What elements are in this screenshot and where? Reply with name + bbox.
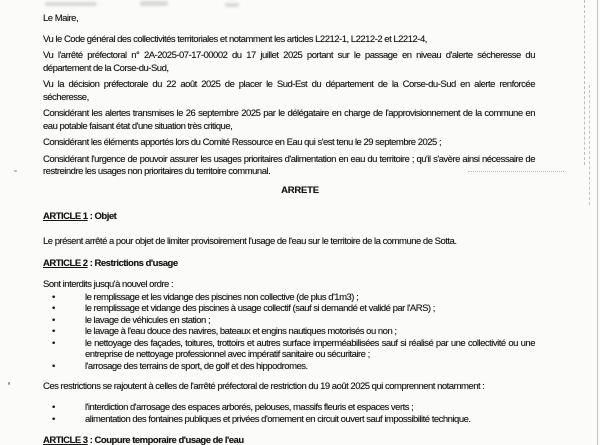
prohibition-item: • le remplissage et les vidange des piscines non collective (de plus d'1m3) ;: [43, 292, 535, 304]
article-2-intro: Sont interdits jusqu'à nouvel ordre :: [43, 279, 174, 290]
prohibition-item: • le lavage à l'eau douce des navires, bateaux et engins nautiques motorisés ou non ;: [43, 326, 535, 338]
article-1-heading: [43, 211, 535, 224]
recital-paragraph: Considérant les alertes transmises le 26 septembre 2025 par le délégataire en charge de l'approvisionnement de la commune en eau potable faisant état d'une situation très critique,: [43, 108, 535, 132]
document-body: [43, 13, 535, 445]
article-3-heading: [43, 435, 535, 445]
article-2-heading: [43, 258, 535, 271]
prohibition-item: • le lavage de véhicules en station ;: [43, 315, 535, 327]
scan-edge-artifact: [589, 85, 590, 205]
prohibition-item: • le nettoyage des façades, toitures, trottoirs et autres surface imperméabilisées sauf si réalisé par une collectivité ou une entreprise de nettoyage professionnel avec impératif sanitaire ou sécuritaire ;: [43, 338, 535, 361]
article-1-title: : Objet: [87, 211, 117, 222]
scan-speck: [14, 170, 17, 172]
prohibition-item: • le remplissage et vidange des piscines à usage collectif (sauf si demandé et validé par l'ARS) ;: [43, 303, 535, 315]
recital-paragraph: Vu la décision préfectorale du 22 août 2025 de placer le Sud-Est du département de la Corse-du-Sud en alerte renforcée sécheresse,: [43, 79, 535, 103]
article-3-label: ARTICLE 3: [43, 435, 88, 445]
article-2-label: ARTICLE 2: [43, 258, 88, 269]
prohibition-item: • l'arrosage des terrains de sport, de golf et des hippodromes.: [43, 361, 535, 373]
article-2-title: : Restrictions d'usage: [87, 258, 178, 269]
article-2-addendum: Ces restrictions se rajoutent à celles de l'arrêté préfectoral de restriction du 19 août 2025 qui comprennent notamment :: [43, 381, 485, 392]
scan-speck: [8, 382, 10, 385]
scan-smudge: [45, 2, 97, 6]
salutation: Le Maire,: [43, 13, 79, 24]
scan-smudge: [140, 1, 168, 6]
addendum-list: [43, 402, 535, 425]
scan-edge-artifact: [584, 0, 585, 165]
scan-edge-artifact: [597, 0, 598, 445]
prohibition-list: [43, 292, 535, 373]
recital-paragraph: Vu l'arrêté préfectoral n° 2A-2025-07-17-00002 du 17 juillet 2025 portant sur le passage en niveau d'alerte sécheresse du département de la Corse-du-Sud,: [43, 50, 535, 74]
decree-heading: ARRETE: [281, 184, 319, 196]
recital-paragraph: Vu le Code général des collectivités territoriales et notamment les articles L2212-1, L2212-2 et L2212-4,: [43, 33, 427, 45]
scan-smudge: [225, 3, 239, 7]
addendum-item: • l'interdiction d'arrosage des espaces arborés, pelouses, massifs fleuris et espaces verts ;: [43, 402, 535, 414]
recital-paragraph: Considérant l'urgence de pouvoir assurer les usages prioritaires d'alimentation en eau du territoire ; qu'il s'avère ainsi nécessaire de restreindre les usages non prioritaires du territoire communal.: [43, 153, 535, 177]
addendum-item: • alimentation des fontaines publiques et privées d'ornement en circuit ouvert sauf impossibilité technique.: [43, 414, 535, 426]
article-1-body: Le présent arrêté a pour objet de limiter provisoirement l'usage de l'eau sur le territoire de la commune de Sotta.: [43, 236, 457, 247]
article-3-title: : Coupure temporaire d'usage de l'eau: [87, 435, 244, 445]
recital-paragraph: Considérant les éléments apportés lors du Comité Ressource en Eau qui s'est tenu le 29 septembre 2025 ;: [43, 137, 442, 148]
article-1-label: ARTICLE 1: [43, 211, 88, 222]
